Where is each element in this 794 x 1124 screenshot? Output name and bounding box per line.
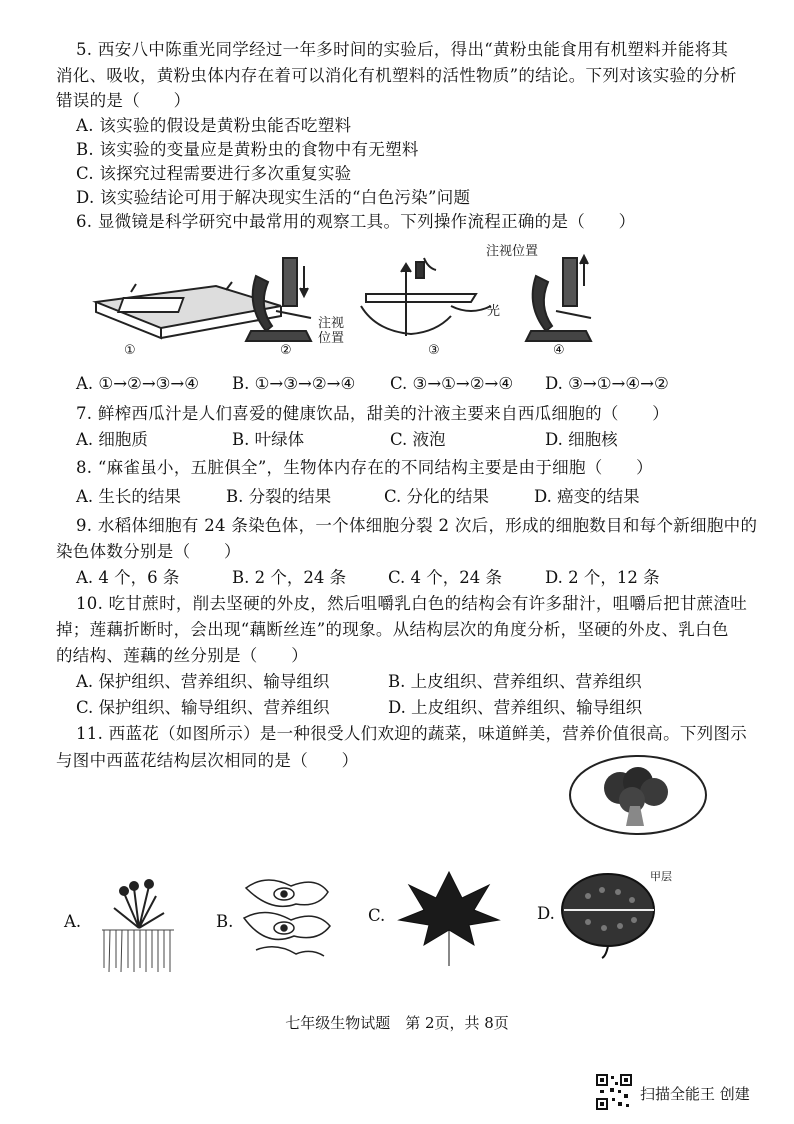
tissue-cells-image <box>236 868 336 963</box>
q11-option-c-letter: C. <box>368 906 386 925</box>
q8-stem: 8. “麻雀虽小，五脏俱全”，生物体内存在的不同结构主要是由于细胞（ ） <box>76 458 653 477</box>
q6-option-b: B. ①→③→②→④ <box>232 374 356 393</box>
q6-stem: 6. 显微镜是科学研究中最常用的观察工具。下列操作流程正确的是（ ） <box>76 212 636 231</box>
q10-stem-line1: 10. 吃甘蔗时，削去坚硬的外皮，然后咀嚼乳白色的结构会有许多甜汁，咀嚼后把甘蔗渣吐 <box>76 594 748 613</box>
q10-option-b: B. 上皮组织、营养组织、营养组织 <box>388 672 642 691</box>
q6-microscope-figure <box>76 236 726 366</box>
q5-stem-line2: 消化、吸收，黄粉虫体内存在着可以消化有机塑料的活性物质”的结论。下列对该实验的分析 <box>56 66 737 85</box>
q5-option-d: D. 该实验结论可用于解决现实生活的“白色污染”问题 <box>76 188 471 207</box>
microscope-step4-illustration <box>526 256 591 341</box>
page-footer: 七年级生物试题 第 2页，共 8页 <box>285 1014 509 1032</box>
q9-option-d: D. 2 个，12 条 <box>545 568 660 587</box>
q9-stem-line2: 染色体数分别是（ ） <box>56 542 241 561</box>
q6-num-4: ④ <box>553 343 565 358</box>
q7-stem: 7. 鲜榨西瓜汁是人们喜爱的健康饮品，甜美的汁液主要来自西瓜细胞的（ ） <box>76 404 670 423</box>
q10-option-c: C. 保护组织、输导组织、营养组织 <box>76 698 330 717</box>
broccoli-image <box>568 754 708 836</box>
microscope-step2-illustration <box>246 258 311 341</box>
q7-option-c: C. 液泡 <box>390 430 446 449</box>
q9-option-a: A. 4 个，6 条 <box>76 568 180 587</box>
q10-option-a: A. 保护组织、营养组织、输导组织 <box>76 672 330 691</box>
q9-option-c: C. 4 个，24 条 <box>388 568 503 587</box>
q6-num-2: ② <box>280 343 292 358</box>
q6-label-look-a: 注视 <box>318 316 345 331</box>
q5-option-c: C. 该探究过程需要进行多次重复实验 <box>76 164 352 183</box>
q11-d-label: 甲层 <box>650 870 672 883</box>
q5-stem-line1: 5. 西安八中陈重光同学经过一年多时间的实验后，得出“黄粉虫能食用有机塑料并能将其 <box>76 40 729 59</box>
q11-option-a-letter: A. <box>64 912 82 931</box>
q8-option-c: C. 分化的结果 <box>384 487 490 506</box>
q11-option-d-letter: D. <box>537 904 555 923</box>
q8-option-a: A. 生长的结果 <box>76 487 181 506</box>
q10-stem-line2: 掉；莲藕折断时，会出现“藕断丝连”的现象。从结构层次的角度分析，坚硬的外皮、乳白色 <box>56 620 729 639</box>
q7-option-a: A. 细胞质 <box>76 430 148 449</box>
q6-label-look-position-top: 注视位置 <box>486 244 539 259</box>
q11-option-b-letter: B. <box>216 912 234 931</box>
q8-option-b: B. 分裂的结果 <box>226 487 332 506</box>
q10-stem-line3: 的结构、莲藕的丝分别是（ ） <box>56 646 308 665</box>
hands-slide-illustration <box>361 258 491 336</box>
q6-option-a: A. ①→②→③→④ <box>76 374 200 393</box>
q6-num-1: ① <box>124 343 136 358</box>
q8-option-d: D. 癌变的结果 <box>534 487 640 506</box>
q10-option-d: D. 上皮组织、营养组织、输导组织 <box>388 698 643 717</box>
q6-option-c: C. ③→①→②→④ <box>390 374 514 393</box>
q6-label-light: 光 <box>487 304 501 319</box>
q9-option-b: B. 2 个，24 条 <box>232 568 347 587</box>
q6-option-d: D. ③→①→④→② <box>545 374 669 393</box>
q9-stem-line1: 9. 水稻体细胞有 24 条染色体，一个体细胞分裂 2 次后，形成的细胞数目和每个新细胞中的 <box>76 516 758 535</box>
q5-option-a: A. 该实验的假设是黄粉虫能否吃塑料 <box>76 116 352 135</box>
q7-option-b: B. 叶绿体 <box>232 430 305 449</box>
q6-num-3: ③ <box>428 343 440 358</box>
leaf-image <box>394 870 504 970</box>
q5-option-b: B. 该实验的变量应是黄粉虫的食物中有无塑料 <box>76 140 419 159</box>
qr-code-icon <box>596 1074 632 1110</box>
q11-stem-line1: 11. 西蓝花（如图所示）是一种很受人们欢迎的蔬菜，味道鲜美，营养价值很高。下列图示 <box>76 724 748 743</box>
plant-roots-image <box>94 868 184 978</box>
q6-label-look-b: 位置 <box>318 331 345 346</box>
scanner-watermark: 扫描全能王 创建 <box>640 1085 750 1103</box>
q5-stem-line3: 错误的是（ ） <box>56 91 191 110</box>
q11-stem-line2: 与图中西蓝花结构层次相同的是（ ） <box>56 751 359 770</box>
q7-option-d: D. 细胞核 <box>545 430 618 449</box>
